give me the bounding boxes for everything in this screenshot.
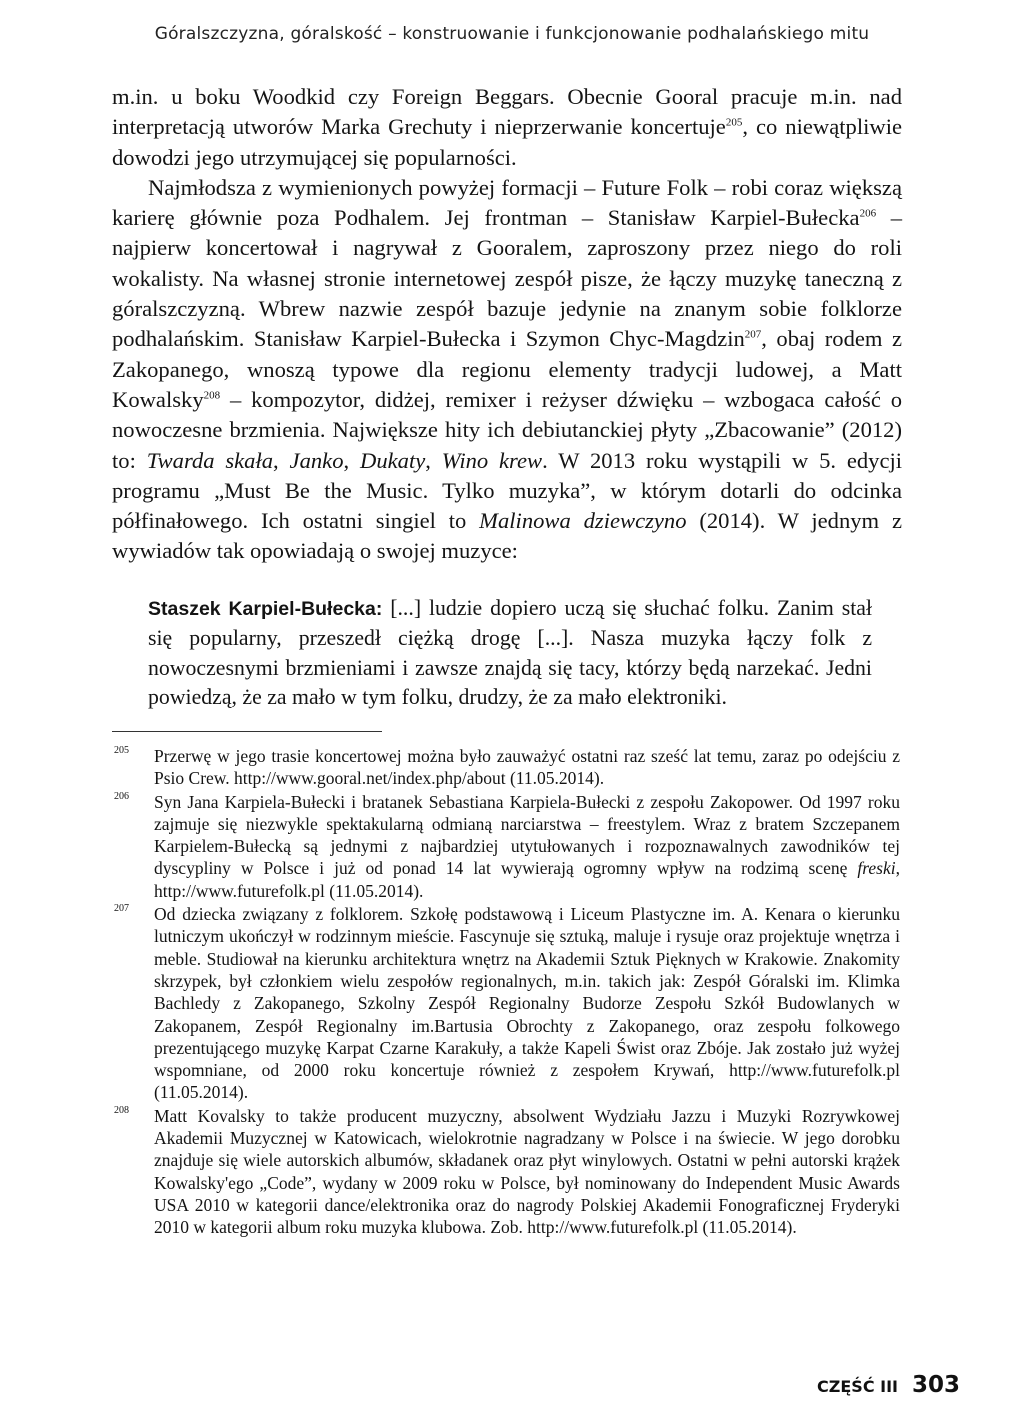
footnote-number: 205 [114, 745, 129, 756]
footnote-text: Przerwę w jego trasie koncertowej można było zauważyć ostatni raz sześć lat temu, zaraz po odejściu z Psio Crew. http://www.gooral.net/index.php/about (11.05.2014). [154, 746, 900, 789]
paragraph-1-text-b: , co niewątpliwie dowodzi jego utrzymującej się popularności. [112, 114, 902, 170]
song-title-4: Wino krew [441, 447, 543, 473]
footnote-divider [112, 731, 382, 732]
page-number: 303 [911, 1372, 960, 1398]
quote-text: [...] ludzie dopiero uczą się słuchać folku. Zanim stał się popularny, przeszedł ciężką drogę [...]. Nasza muzyka łączy folk z nowoczesnymi brzmieniami i zawsze znajdą się tacy, którzy będą narzekać. Jedni powiedzą, że za mało w tym folku, drudzy, że za mało elektroniki. [148, 596, 872, 710]
footnote-208 [112, 1105, 900, 1239]
footnote-number: 206 [114, 790, 129, 802]
part-label: CZĘŚĆ III [817, 1377, 898, 1396]
page-footer [817, 1372, 960, 1398]
paragraph-2 [112, 173, 902, 567]
paragraph-2-text-a: Najmłodsza z wymienionych powyżej formacji – Future Folk – robi coraz większą karierę głównie poza Podhalem. Jej frontman – Stanisław Karpiel-Bułecka [112, 174, 902, 231]
footnote-text-a: Syn Jana Karpiela-Bułecki i bratanek Sebastiana Karpiela-Bułecki z zespołu Zakopower. Od 1997 roku zajmuje się niezwykle spektakularną odmianą narciarstwa – freestylem. Wraz z bratem Szczepanem Karpielem-Bułecką są jednymi z najbardziej utytułowanych i rozpoznawalnych zawodników tej dyscypliny w Polsce i już od ponad 14 lat wywierają ogromny wpływ na rodzimą scenę [154, 791, 900, 879]
quote-speaker: Staszek Karpiel-Bułecka: [148, 598, 383, 620]
footnote-text-b: , http://www.futurefolk.pl (11.05.2014). [154, 858, 900, 901]
footnote-italic: freski [857, 858, 896, 879]
paragraph-1 [112, 82, 902, 173]
footnotes [112, 745, 900, 1240]
footnote-number: 207 [114, 903, 129, 915]
footnote-207 [112, 903, 900, 1104]
song-title-3: Dukaty [360, 447, 426, 473]
footnote-205 [112, 745, 900, 790]
footnote-number: 208 [114, 1104, 129, 1116]
separator-3: , [425, 447, 442, 473]
song-title-5: Malinowa dziewczyno [479, 508, 687, 534]
paragraph-2-text-d: – kompozytor, didżej, remixer i reżyser dźwięku – wzbogaca całość o nowoczesne brzmienia. Największe hity ich debiutanckiej płyty „Zbacowanie” (2012) to: [112, 386, 902, 473]
separator-2: , [343, 447, 360, 473]
footnote-ref-205: 205 [725, 116, 743, 129]
interview-quote [148, 594, 872, 713]
paragraph-2-text-f: (2014). W jednym z wywiadów tak opowiadają o swojej muzyce: [112, 508, 902, 564]
footnote-ref-207: 207 [744, 328, 762, 341]
paragraph-1-text-a: m.in. u boku Woodkid czy Foreign Beggars. Obecnie Gooral pracuje m.in. nad interpretacją utworów Marka Grechuty i nieprzerwanie koncertuje [112, 84, 902, 140]
separator-1: , [273, 447, 290, 473]
paragraph-2-text-b: – najpierw koncertował i nagrywał z Gooralem, zaproszony przez niego do roli wokalisty. Na własnej stronie internetowej zespół pisze, że łączy muzykę taneczną z góralszczyzną. Wbrew nazwie zespół bazuje jedynie na znanym sobie folklorze podhalańskim. Stanisław Karpiel-Bułecka i Szymon Chyc-Magdzin [112, 205, 903, 352]
footnote-ref-208: 208 [203, 389, 221, 402]
paragraph-2-text-e: . W 2013 roku wystąpili w 5. edycji programu „Must Be the Music. Tylko muzyka”, w którym dotarli do odcinka półfinałowego. Ich ostatni singiel to [112, 447, 903, 534]
running-header: Góralszczyzna, góralskość – konstruowanie i funkcjonowanie podhalańskiego mitu [154, 24, 870, 44]
paragraph-2-text-c: , obaj rodem z Zakopanego, wnoszą typowe dla regionu elementy tradycji ludowej, a Matt Kowalsky [112, 326, 903, 412]
song-title-2: Janko [289, 447, 344, 473]
song-title-1: Twarda skała [146, 447, 274, 473]
body-text [112, 82, 902, 567]
footnote-text: Od dziecka związany z folklorem. Szkołę podstawową i Liceum Plastyczne im. A. Kenara o kierunku lutniczym ukończył w rodzinnym mieście. Fascynuje się sztuką, maluje i rysuje oraz projektuje wnętrza i meble. Studiował na kierunku architektura wnętrz na Akademii Sztuk Pięknych w Krakowie. Znakomity skrzypek, był członkiem wielu zespołów regionalnych, m.in. takich jak: Zespół Góralski im. Klimka Bachledy z Zakopanego, Szkolny Zespół Regionalny Budorze Zespołu Szkół Budowlanych w Zakopanem, Zespół Regionalny im.Bartusia Obrochty z Zakopanego, oraz zespołu folkowego prezentującego muzykę Karpat Czarne Karakuły, a także Kapeli Świst oraz Zbóje. Jak zostało już wyżej wspomniane, od 2000 roku koncertuje również z zespołem Krywań, http://www.futurefolk.pl (11.05.2014). [154, 904, 900, 1103]
footnote-text: Matt Kovalsky to także producent muzyczny, absolwent Wydziału Jazzu i Muzyki Rozrywkowej Akademii Muzycznej w Katowicach, wielokrotnie nagradzany w Polsce i na świecie. W jego dorobku znajduje się wiele autorskich albumów, składanek oraz płyt winylowych. Ostatni w pełni autorski krążek Kowalsky'ego „Code”, wydany w 2009 roku w Polsce, był nominowany do Independent Music Awards USA 2010 w kategorii dance/elektronika oraz do nagrody Polskiej Akademii Fonograficznej Fryderyki 2010 w kategorii album roku muzyka klubowa. Zob. http://www.futurefolk.pl (11.05.2014). [154, 1105, 900, 1238]
footnote-ref-206: 206 [859, 207, 877, 220]
footnote-206 [112, 791, 900, 902]
